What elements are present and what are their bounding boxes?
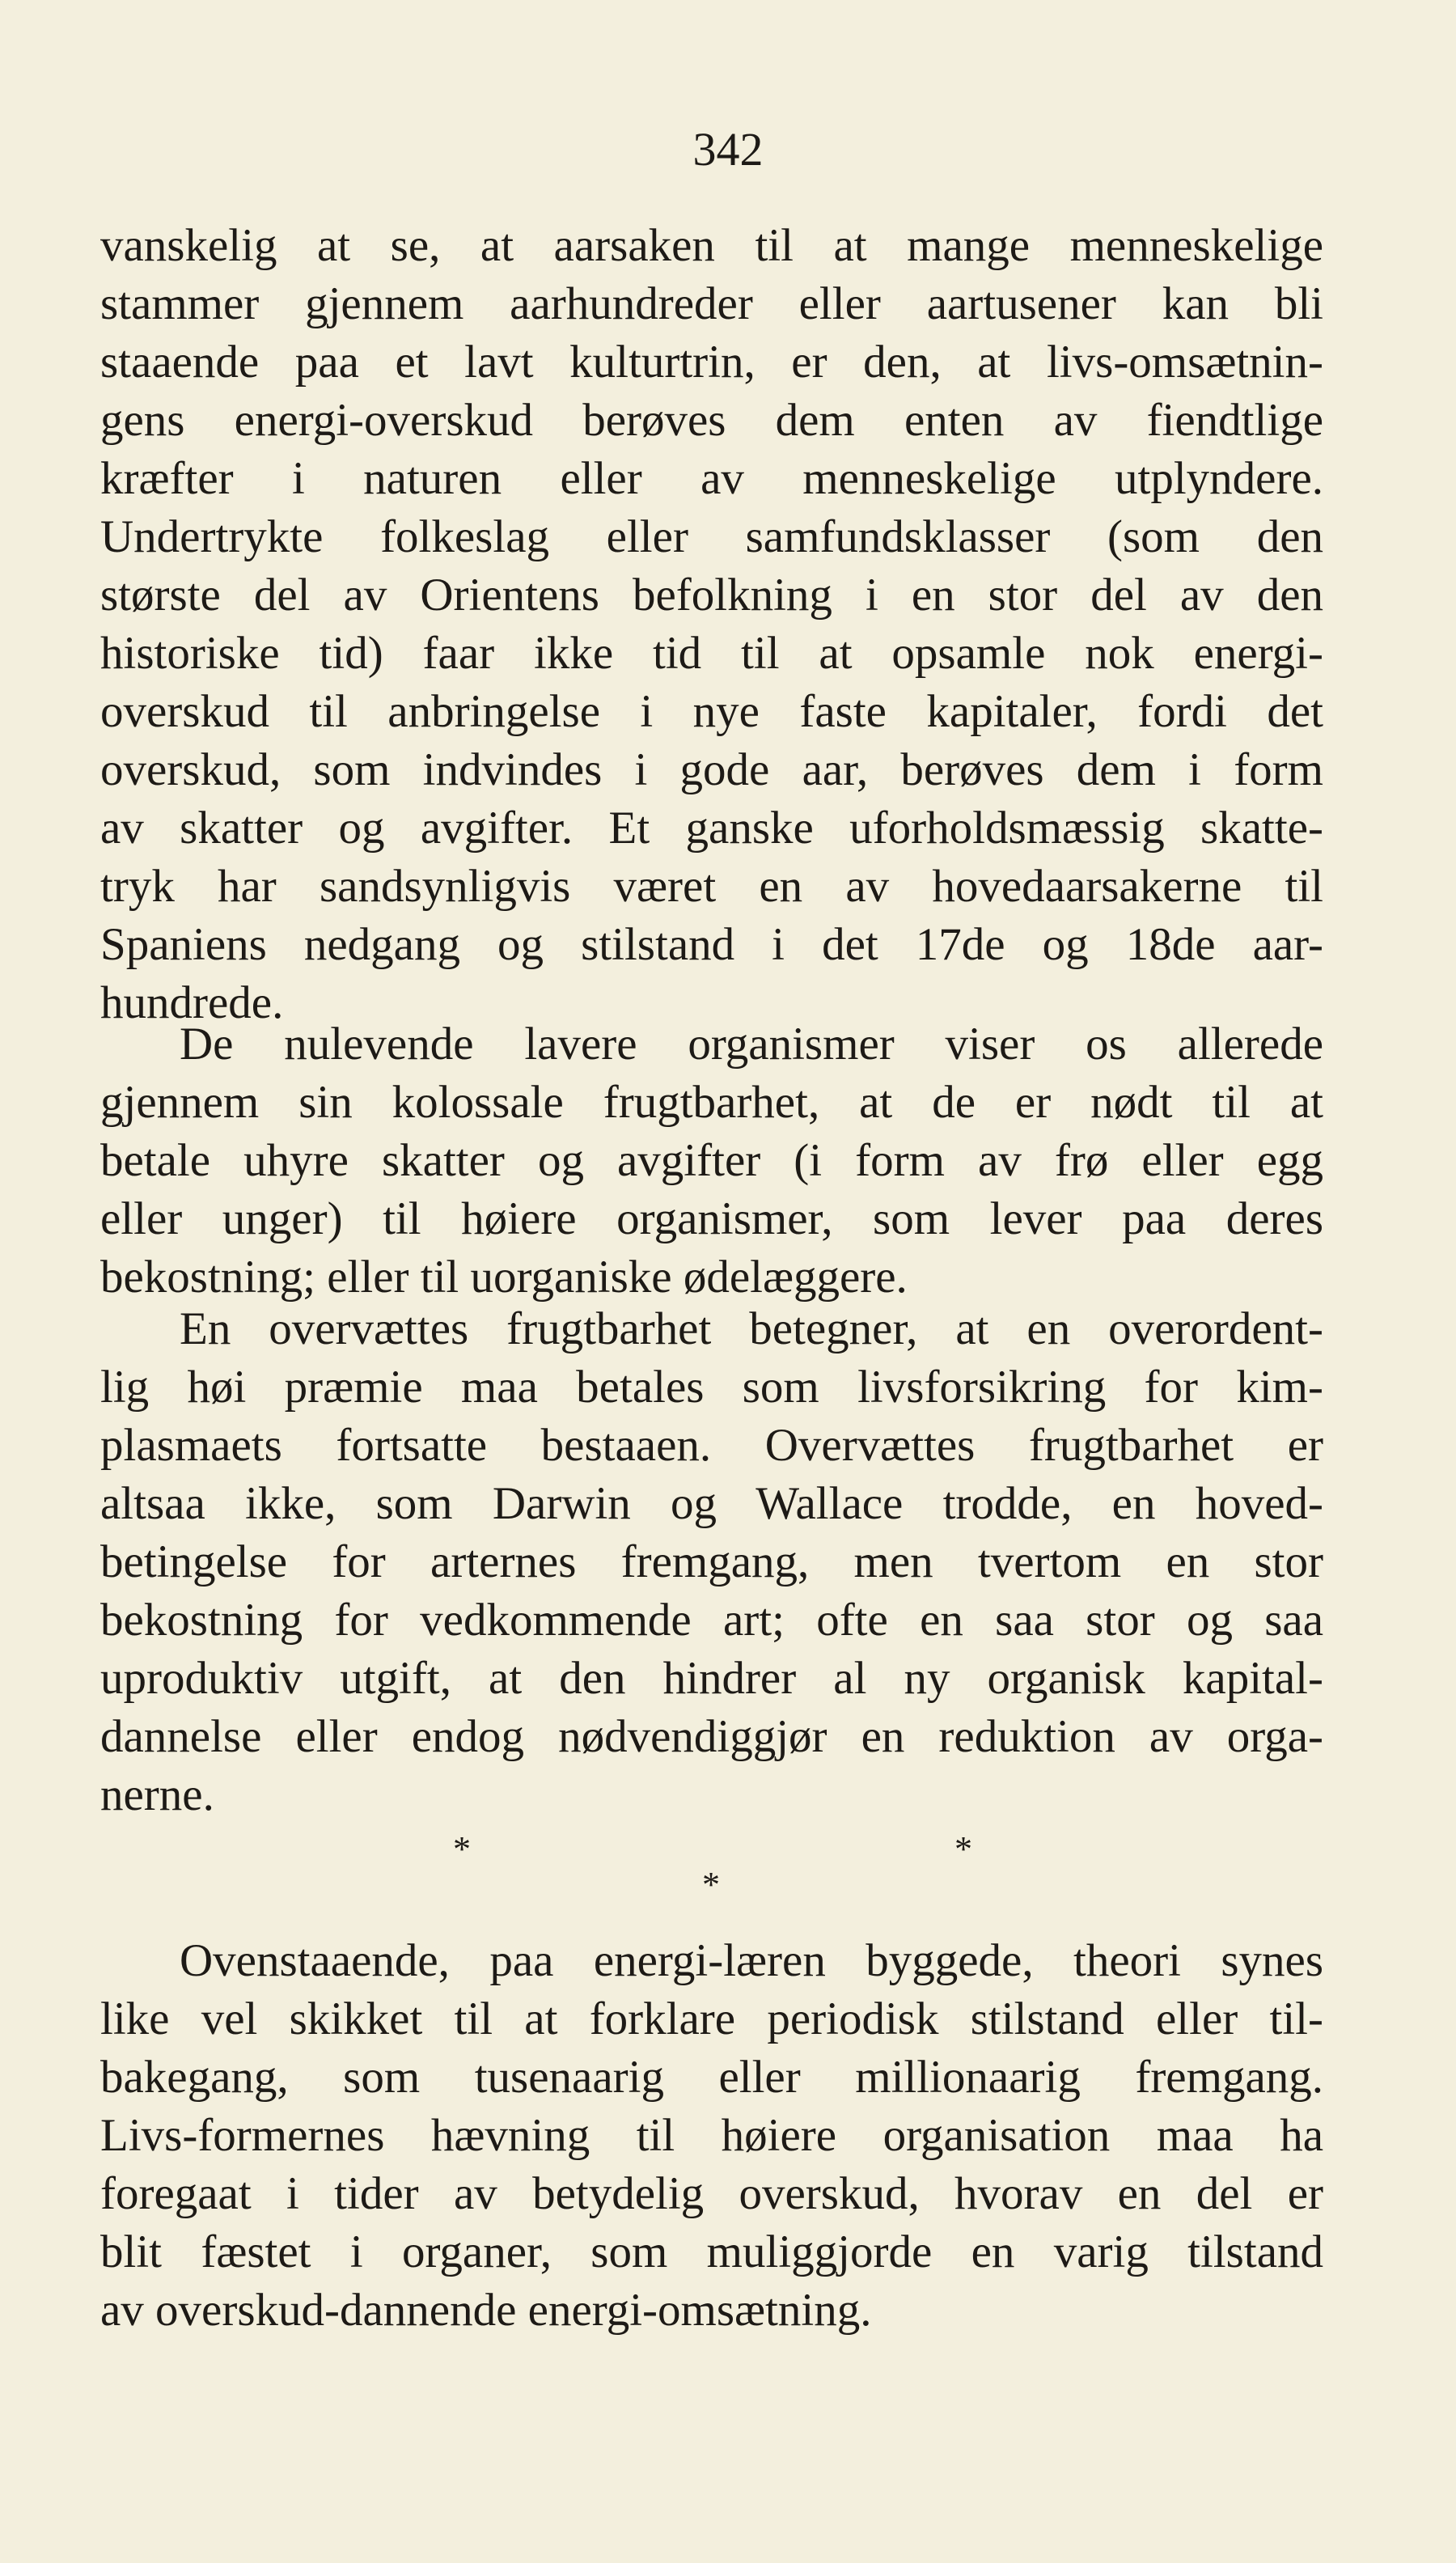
text-line: gjennem sin kolossale frugtbarhet, at de er nødt til at [100,1077,1323,1128]
asterisk-right: * [954,1829,972,1869]
text-line: største del av Orientens befolkning i en stor del av den [100,570,1323,621]
asterisk-middle: * [702,1865,720,1904]
text-line: av overskud-dannende energi-omsætning. [100,2285,872,2336]
text-line: nerne. [100,1769,214,1820]
text-line: Ovenstaaende, paa energi-læren byggede, theori synes [180,1935,1323,1986]
text-line: En overvættes frugtbarhet betegner, at en overordent- [180,1303,1323,1354]
text-line: betale uhyre skatter og avgifter (i form av frø eller egg [100,1135,1323,1186]
text-line: like vel skikket til at forklare periodisk stilstand eller til- [100,1993,1323,2044]
text-line: uproduktiv utgift, at den hindrer al ny organisk kapital- [100,1653,1323,1704]
text-line: historiske tid) faar ikke tid til at opsamle nok energi- [100,628,1323,679]
text-line: bakegang, som tusenaarig eller millionaarig fremgang. [100,2052,1323,2103]
text-line: overskud til anbringelse i nye faste kapitaler, fordi det [100,686,1323,737]
text-line: plasmaets fortsatte bestaaen. Overvættes frugtbarhet er [100,1420,1323,1471]
text-line: stammer gjennem aarhundreder eller aartusener kan bli [100,278,1323,329]
text-line: hundrede. [100,977,284,1028]
text-line: overskud, som indvindes i gode aar, berøves dem i form [100,744,1323,795]
text-line: foregaat i tider av betydelig overskud, hvorav en del er [100,2168,1323,2219]
text-line: kræfter i naturen eller av menneskelige utplyndere. [100,453,1323,504]
text-line: vanskelig at se, at aarsaken til at mange menneskelige [100,220,1323,271]
text-line: betingelse for arternes fremgang, men tvertom en stor [100,1536,1323,1587]
text-line: Spaniens nedgang og stilstand i det 17de og 18de aar- [100,919,1323,970]
text-line: De nulevende lavere organismer viser os allerede [180,1019,1323,1070]
page-number: 342 [692,123,764,176]
text-line: gens energi-overskud berøves dem enten av fiendtlige [100,395,1323,446]
text-line: lig høi præmie maa betales som livsforsikring for kim- [100,1362,1323,1413]
asterisk-left: * [453,1829,471,1869]
text-line: av skatter og avgifter. Et ganske uforholdsmæssig skatte- [100,803,1323,854]
section-break [0,1828,1456,1917]
paragraph-3 [100,1300,1323,1824]
text-line: Livs-formernes hævning til høiere organisation maa ha [100,2110,1323,2161]
text-line: tryk har sandsynligvis været en av hovedaarsakerne til [100,861,1323,912]
text-line: bekostning for vedkommende art; ofte en saa stor og saa [100,1595,1323,1646]
text-line: dannelse eller endog nødvendiggjør en reduktion av orga- [100,1711,1323,1762]
text-line: Undertrykte folkeslag eller samfundsklasser (som den [100,511,1323,562]
paragraph-2 [100,1015,1323,1307]
text-line: eller unger) til høiere organismer, som lever paa deres [100,1193,1323,1244]
text-line: altsaa ikke, som Darwin og Wallace trodde, en hoved- [100,1478,1323,1529]
text-line: blit fæstet i organer, som muliggjorde en varig tilstand [100,2226,1323,2277]
paragraph-4 [100,1932,1323,2340]
text-line: staaende paa et lavt kulturtrin, er den, at livs-omsætnin- [100,337,1323,388]
text-line: bekostning; eller til uorganiske ødelæggere. [100,1252,908,1303]
paragraph-1 [100,217,1323,1032]
